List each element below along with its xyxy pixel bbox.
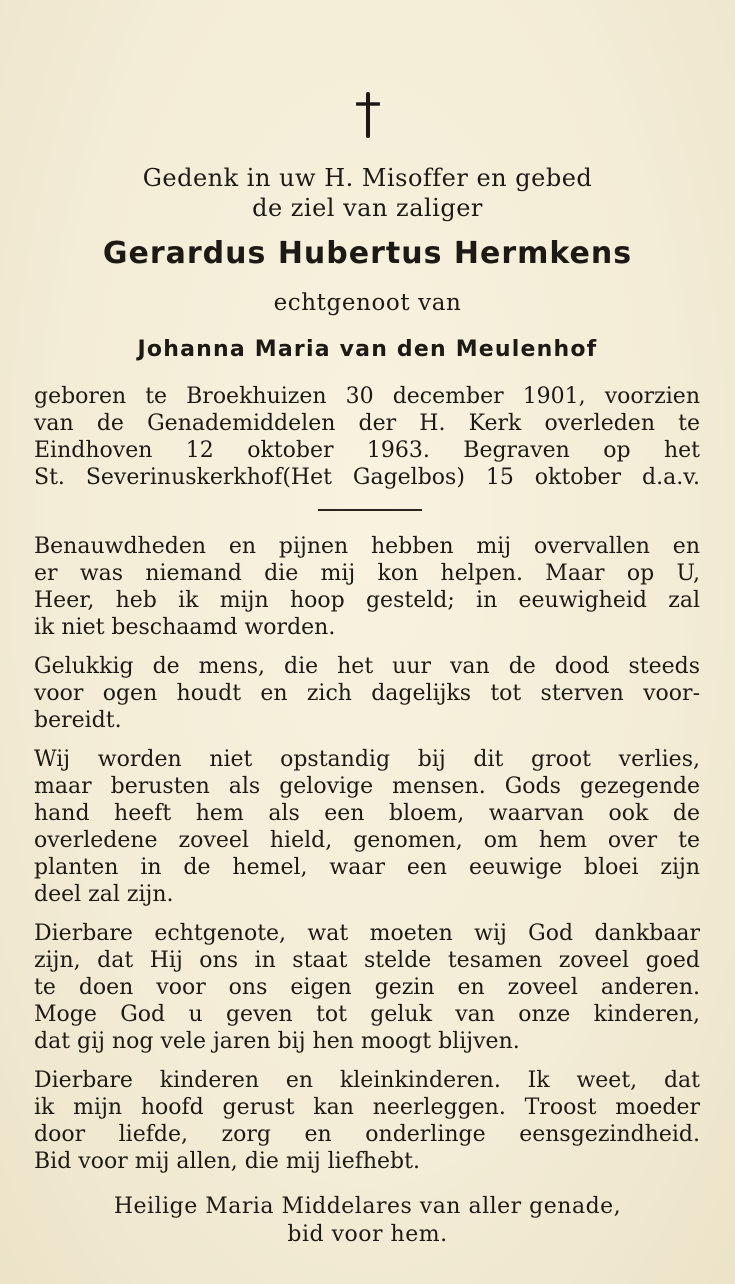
closing-prayer [0, 1193, 735, 1249]
paragraph-line: maar berusten als gelovige mensen. Gods gezegende [34, 774, 700, 799]
biography [34, 383, 700, 491]
paragraph-line: te doen voor ons eigen gezin en zoveel anderen. [34, 975, 700, 1000]
paragraph-line: Dierbare kinderen en kleinkinderen. Ik weet, dat [34, 1068, 700, 1093]
closing-line-2: bid voor hem. [287, 1222, 448, 1247]
paragraph-line: planten in de hemel, waar een eeuwige bloei zijn [34, 855, 700, 880]
cross-icon [0, 92, 735, 142]
paragraph [34, 1067, 700, 1175]
spouse-name: Johanna Maria van den Meulenhof [137, 337, 598, 362]
paragraph-line: Gelukkig de mens, die het uur van de dood steeds [34, 654, 700, 679]
intro-line-2: de ziel van zaliger [252, 194, 483, 222]
paragraph-line: zijn, dat Hij ons in staat stelde tesamen zoveel goed [34, 948, 700, 973]
paragraph-line: ik mijn hoofd gerust kan neerleggen. Troost moeder [34, 1095, 700, 1120]
paragraph-line: overledene zoveel hield, genomen, om hem over te [34, 828, 700, 853]
body-text [34, 533, 700, 1187]
divider [318, 509, 422, 511]
paragraph-line: hand heeft hem als een bloem, waarvan ook de [34, 801, 700, 826]
paragraph-line: Moge God u geven tot geluk van onze kinderen, [34, 1002, 700, 1027]
paragraph [34, 533, 700, 641]
paragraph-line: Wij worden niet opstandig bij dit groot verlies, [34, 747, 700, 772]
paragraph-line: dat gij nog vele jaren bij hen moogt blijven. [34, 1029, 520, 1054]
paragraph-line: Dierbare echtgenote, wat moeten wij God dankbaar [34, 921, 700, 946]
bio-line: van de Genademiddelen der H. Kerk overleden te [34, 411, 700, 436]
paragraph-line: bereidt. [34, 708, 122, 733]
paragraph [34, 920, 700, 1055]
paragraph-line: ik niet beschaamd worden. [34, 615, 336, 640]
paragraph [34, 653, 700, 734]
intro-line-1: Gedenk in uw H. Misoffer en gebed [142, 164, 593, 192]
paragraph [34, 746, 700, 908]
closing-line-1: Heilige Maria Middelares van aller genade, [113, 1194, 622, 1219]
paragraph-line: Bid voor mij allen, die mij liefhebt. [34, 1149, 420, 1174]
bio-line: geboren te Broekhuizen 30 december 1901, voorzien [34, 384, 700, 409]
paragraph-line: Benauwdheden en pijnen hebben mij overvallen en [34, 534, 700, 559]
paragraph-line: door liefde, zorg en onderlinge eensgezindheid. [34, 1122, 700, 1147]
paragraph-line: voor ogen houdt en zich dagelijks tot sterven voor- [34, 681, 700, 706]
paragraph-line: Heer, heb ik mijn hoop gesteld; in eeuwigheid zal [34, 588, 700, 613]
intro-text [0, 163, 735, 223]
paragraph-line: er was niemand die mij kon helpen. Maar op U, [34, 561, 700, 586]
deceased-name: Gerardus Hubertus Hermkens [102, 236, 633, 271]
bio-line: St. Severinuskerkhof(Het Gagelbos) 15 oktober d.a.v. [34, 465, 700, 490]
paragraph-line: deel zal zijn. [34, 882, 174, 907]
bio-line: Eindhoven 12 oktober 1963. Begraven op het [34, 438, 700, 463]
spouse-label: echtgenoot van [273, 290, 462, 316]
